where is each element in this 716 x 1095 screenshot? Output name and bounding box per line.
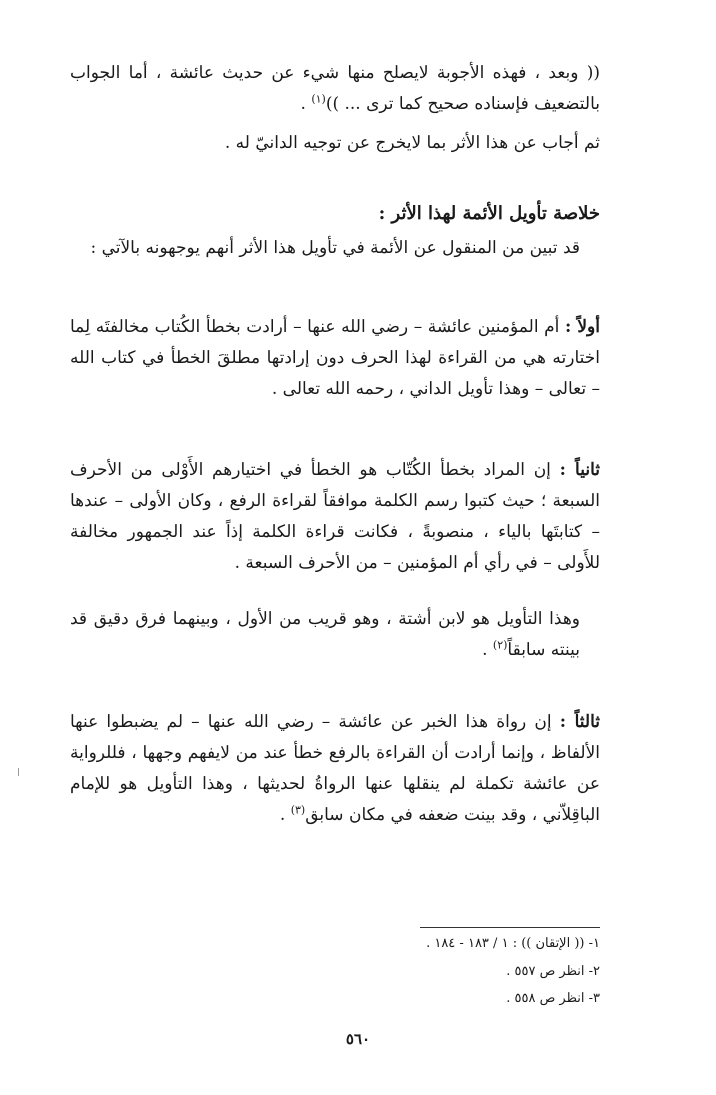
footnote-ref-1[interactable]: (١) [311,92,326,106]
footnote-1: ١- (( الإتقان )) : ١ / ١٨٣ - ١٨٤ . [426,936,600,951]
footnote-divider [420,927,600,928]
point-second-follow-end: . [482,640,493,660]
footnote-ref-2[interactable]: (٢) [492,638,508,652]
point-third-text: إن رواة هذا الخبر عن عائشة – رضي الله عنها – لم يضبطوا عنها الألفاظ ، وإنما أرادت أن القراءة بالرفع خطأ عند من لايفهم وجهها ، فللرواية عن عائشة تكملة لم ينقلها عنها الرواةُ لحديثها ، وهذا التأويل هو للإمام الباقِلاّني ، وقد بينت ضعفه في مكان سابق [70,712,600,825]
page-number: ٥٦٠ [345,1030,371,1048]
margin-mark [18,768,19,776]
footnote-2: ٢- انظر ص ٥٥٧ . [506,964,600,979]
point-first-paragraph [70,312,600,405]
point-second-lead: ثانياً : [559,460,600,480]
point-first-lead: أولاً : [564,317,600,337]
point-third-lead: ثالثاً : [559,712,600,732]
point-first-text: أم المؤمنين عائشة – رضي الله عنها – أرادت بخطأ الكُتاب مخالفتَه لِما اختارته هي من القراءة لهذا الحرف دون إرادتها مطلقَ الخطأ في كتاب الله – تعالى – وهذا تأويل الداني ، رحمه الله تعالى . [70,317,600,399]
point-second-paragraph [70,455,600,579]
intro-quote-paragraph [70,58,600,120]
point-second-follow-text: وهذا التأويل هو لابن أشتة ، وهو قريب من الأول ، وبينهما فرق دقيق قد بينته سابقاً [70,609,580,660]
footnote-3: ٣- انظر ص ٥٥٨ . [506,991,600,1006]
answer-paragraph: ثم أجاب عن هذا الأثر بما لايخرج عن توجيه الدانيّ له . [224,133,600,153]
section-heading: خلاصة تأويل الأئمة لهذا الأثر : [378,203,600,224]
intro-quote-end: . [300,94,312,114]
summary-paragraph: قد تبين من المنقول عن الأئمة في تأويل هذا الأثر أنهم يوجهونه بالآتي : [90,238,580,258]
point-second-text: إن المراد بخطأ الكُتّاب هو الخطأ في اختيارهم الأَوْلى من الأحرف السبعة ؛ حيث كتبوا رسم الكلمة موافقاً لقراءة الرفع ، وكان الأولى – عندها – كتابتَها بالياء ، منصوبةً ، فكانت قراءة الكلمة إذاً عند الجمهور مخالفة للأَولى – في رأي أم المؤمنين – من الأحرف السبعة . [70,460,600,573]
point-third-end: . [279,805,291,825]
point-third-paragraph [70,707,600,831]
footnote-ref-3[interactable]: (٣) [290,803,306,817]
intro-quote-text: (( وبعد ، فهذه الأجوبة لايصلح منها شيء عن حديث عائشة ، أما الجواب بالتضعيف فإسناده صحيح كما ترى ... )) [70,63,600,114]
point-second-followup [70,604,580,666]
